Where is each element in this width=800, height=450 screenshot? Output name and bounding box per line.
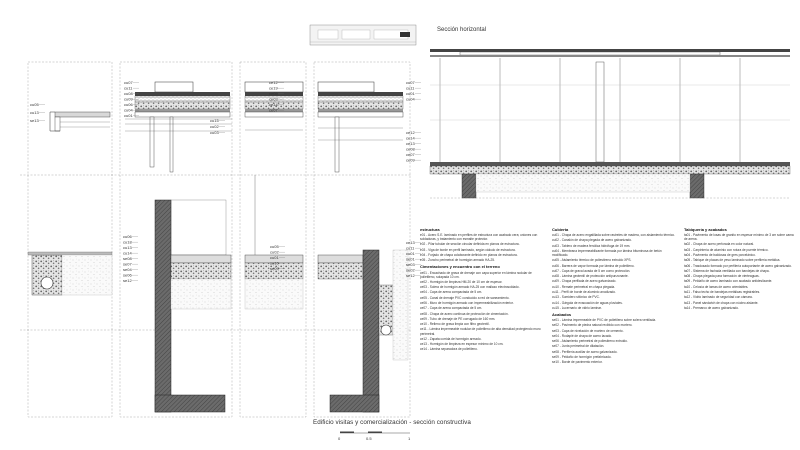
note-item: cu11 - Perfil de borde de aluminio anodizado. [552, 290, 616, 294]
callout-label: se12 [406, 273, 415, 278]
drawing-title: Edificio visitas y comercialización - sección constructiva [313, 419, 471, 426]
callout-label: cu01 [124, 113, 133, 118]
note-item: cu03 - Tablero de madera fenólica hidrófuga de 19 mm. [552, 243, 631, 248]
callout-label: ce03 [269, 96, 278, 102]
callout-label: cu01 [406, 91, 415, 96]
callout-label: cu02 [270, 249, 279, 255]
scale-label: 0 [338, 436, 341, 441]
note-item: ce08 - Chapa de acero continua de protección de cimentación. [420, 311, 509, 316]
callout-label: cu15 [210, 118, 219, 123]
notes-heading: Tabiquería y acabados [684, 227, 727, 232]
notes-list [552, 318, 677, 364]
note-item: cu07 - Capa de grava lavada de 5 cm como protección. [552, 268, 631, 273]
note-item: cu09 - Chapa perfilada de acero galvanizado. [552, 279, 617, 284]
note-item: cu04 - Membrana impermeabilizante formada por lámina bituminosa de betún modificado. [552, 248, 662, 258]
callout-label: cu07 [406, 80, 415, 85]
callout-label: ce09 [406, 157, 415, 163]
callout-label: se08 [123, 256, 132, 261]
note-item: ta06 - Trasdosado formado por perfilería autoportante de acero galvanizado. [684, 263, 792, 268]
callout-label: cu02 [210, 124, 219, 129]
notes-column-1 [420, 228, 545, 353]
callout-label: cu05 [270, 244, 279, 249]
note-item: se07 - Junta perimetral de dilatación. [552, 344, 605, 349]
note-item: ce04 - Capa de arena compactada de 5 cm. [420, 290, 483, 295]
callout-label: ce13 [406, 240, 415, 245]
notes-heading: estructura [420, 227, 440, 232]
note-item: se08 - Perfilería auxiliar de acero galvanizado. [552, 349, 618, 354]
note-item: cu08 - Lámina geotextil de protección antipunzonante. [552, 274, 629, 279]
callout-label: cu08 [124, 91, 133, 96]
note-item: ta02 - Chapa de acero perforada en color natural. [684, 242, 754, 247]
note-item: se03 - Capa de nivelación de mortero de cemento. [552, 328, 624, 333]
notes-heading: Acabados [552, 311, 572, 317]
note-item: ce14 - Lámina separadora de polietileno. [420, 347, 478, 352]
note-item: ce09 - Tubo de drenaje de PE corrugado de 160 mm. [420, 316, 496, 321]
callout-label: cu09 [124, 96, 133, 102]
note-item: cu01 - Chapa de acero engatillada sobre rastreles de madera, con aislamiento térmico. [552, 233, 675, 238]
note-item: e01 - Acero S.E. laminado en perfiles de estructura con acabado cera; uniones con soldaduras, y tratamiento con esmalte protector. [420, 233, 538, 242]
note-item: ce03 - Solera de hormigón armado HA-25 con mallazo electrosoldado. [420, 285, 520, 290]
note-item: ta10 - Celosía de lamas de acero orientables. [684, 284, 749, 289]
note-item: ce10 - Relleno de grava limpia con filtro geotextil. [420, 322, 490, 327]
note-item: ta03 - Carpintería de aluminio con rotura de puente térmico. [684, 247, 769, 252]
callout-label: ce05 [269, 91, 278, 96]
note-item: ce11 - Lámina impermeable nodular de polietileno de alta densidad protegiendo muro perimetral. [420, 327, 541, 336]
note-item: e02 - Pilar tubular de sección circular definida en planos de estructura. [420, 242, 520, 247]
note-item: e04 - Forjado de chapa colaborante definido en planos de estructura. [420, 253, 518, 258]
callout-label: cu13 [123, 245, 132, 250]
scale-label: 1 [408, 436, 411, 441]
note-item: cu14 - Gárgola de evacuación de aguas pluviales. [552, 300, 623, 305]
note-item: se01 - Lámina impermeable de PVC de polietileno sobre solera ventilada. [552, 318, 657, 323]
callout-label: cu01 [270, 255, 279, 260]
callout-label: cu04 [124, 107, 133, 113]
notes-list [420, 271, 545, 352]
callout-label: cu18 [123, 239, 132, 245]
callout-label: se12 [123, 278, 132, 283]
section-title: Sección horizontal [437, 27, 487, 33]
note-item: ce13 - Hormigón de limpieza en espesor mínimo de 10 cm. [420, 342, 504, 347]
note-item: ta11 - Falso techo de bandejas metálicas registrables. [684, 290, 761, 294]
note-item: cu13 - Sumidero sifónico de PVC. [552, 295, 600, 300]
note-item: se06 - Aislamiento perimetral de poliestireno extruido. [552, 339, 628, 344]
notes-column-2 [552, 228, 677, 366]
notes-list [684, 233, 794, 310]
notes-list [420, 233, 545, 262]
note-item: se04 - Rodapié de chapa de acero lacado. [552, 333, 613, 338]
callout-label: se10 [270, 260, 279, 266]
note-item: ce02 - Hormigón de limpieza HM-20 de 10 cm de espesor. [420, 279, 503, 284]
callout-label: cu14 [123, 250, 132, 256]
callout-label: cu13 [30, 110, 39, 115]
note-item: ta12 - Vidrio laminado de seguridad con cámara. [684, 295, 753, 300]
callout-label: se01 [406, 256, 415, 262]
callout-label: ce14 [406, 135, 415, 141]
callout-label: se09 [270, 266, 279, 271]
note-item: cu06 - Barrera de vapor formada por lámina de polietileno. [552, 263, 635, 268]
note-item: cu15 - Lucernario de vidrio laminar. [552, 305, 602, 310]
callout-label: ce13 [406, 141, 415, 146]
callout-label: cu11 [124, 85, 133, 91]
callout-label: cu06 [123, 234, 132, 239]
note-item: ta05 - Tabique de placas de yeso laminado sobre perfilería metálica. [684, 258, 781, 263]
note-item: ta04 - Pavimento de baldosas de gres porcelánico. [684, 253, 756, 258]
note-item: cu05 - Aislamiento térmico de poliestireno extruido XPS. [552, 258, 632, 263]
callout-label: se06 [123, 272, 132, 278]
callout-label: ce07 [406, 152, 415, 157]
note-item: ta14 - Premarco de acero galvanizado. [684, 305, 739, 310]
callout-label: ce12 [269, 80, 278, 85]
note-item: ta08 - Chapa plegada para formación de vierteaguas. [684, 274, 760, 279]
note-item: ce06 - Muro de hormigón armado con impermeabilización exterior. [420, 301, 514, 305]
callout-label: se02 [406, 267, 415, 273]
notes-heading: Cubierta [552, 227, 569, 232]
notes-column-3 [684, 228, 794, 311]
note-item: ce07 - Capa de arena compactada de 5 cm. [420, 306, 483, 311]
callout-label: se03 [406, 262, 415, 267]
note-item: ta09 - Peldaño de acero laminado con acabado antideslizante. [684, 279, 773, 284]
callout-label: ce14 [269, 102, 278, 107]
note-item: e03 - Viga de borde en perfil laminado, según cálculo de estructura. [420, 247, 516, 252]
notes-heading: Cimentaciones y encuentro con el terreno [420, 264, 500, 270]
note-item: e05 - Zuncho perimetral de hormigón armado HA-25. [420, 258, 495, 263]
note-item: ce01 - Encachado de grava de drenaje con capa superior en lámina nodular de polietileno, solapada 10 cm. [420, 270, 532, 279]
callout-label: cu01 [406, 251, 415, 256]
note-item: ta01 - Pavimento de losas de granito en espesor mínimo de 3 cm sobre cama de arena. [684, 233, 794, 242]
callout-label: ce19 [269, 85, 278, 91]
note-item: se02 - Pavimento de piedra natural recibido con mortero. [552, 323, 633, 328]
note-item: ta13 - Panel sándwich de chapa con núcleo aislante. [684, 300, 759, 305]
callout-label: ce12 [406, 130, 415, 135]
callout-label: cu03 [210, 130, 219, 135]
note-item: ce05 - Canal de drenaje PVC conducido a red de saneamiento. [420, 295, 510, 300]
note-item: cu10 - Remate perimetral en chapa plegada. [552, 284, 616, 289]
callout-label: se04 [123, 267, 132, 272]
callout-label: cu06 [124, 102, 133, 107]
callout-label: se13 [30, 118, 39, 123]
callout-label: cu07 [124, 80, 133, 85]
callout-label: ce07 [269, 107, 278, 113]
note-item: se09 - Peldaño de hormigón prefabricado. [552, 355, 612, 359]
notes-list [552, 233, 677, 310]
callout-label: cu04 [406, 96, 415, 102]
callout-label: ce08 [406, 146, 415, 152]
note-item: ce12 - Zapata corrida de hormigón armado. [420, 336, 482, 341]
callout-label: se07 [123, 261, 132, 267]
callout-label: cu11 [406, 85, 415, 91]
callout-label: cu11 [406, 245, 415, 251]
scale-label: 0.5 [366, 436, 372, 441]
note-item: se10 - Borde de pavimento exterior. [552, 360, 603, 365]
callout-label: cu05 [30, 102, 39, 107]
note-item: cu02 - Canalón de chapa plegada de acero galvanizado. [552, 238, 632, 243]
note-item: ta07 - Sistema de fachada ventilada con bandejas de chapa. [684, 268, 770, 273]
